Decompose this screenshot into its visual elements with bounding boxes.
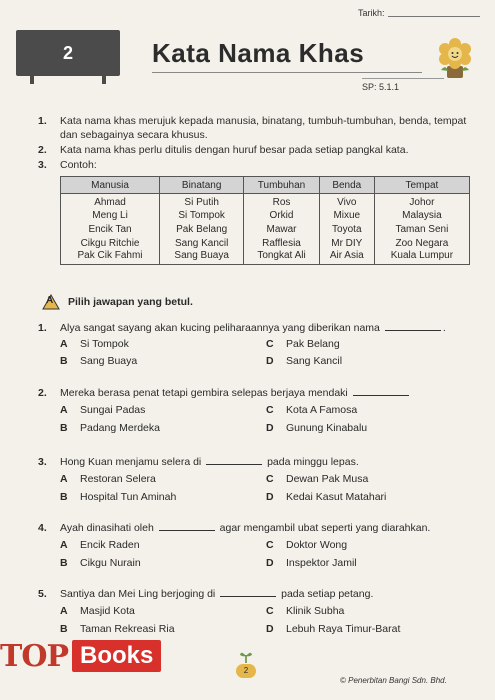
answer-blank[interactable] bbox=[385, 322, 441, 331]
option-a[interactable]: A Masjid Kota bbox=[60, 605, 135, 617]
rule-text: Kata nama khas perlu ditulis dengan huruf besar pada setiap pangkal kata. bbox=[60, 144, 409, 156]
option-text: Sang Buaya bbox=[80, 355, 138, 367]
sp-code: SP: 5.1.1 bbox=[362, 78, 444, 94]
table-cell: Malaysia bbox=[374, 208, 469, 222]
option-text: Sungai Padas bbox=[80, 404, 146, 416]
table-cell: Cikgu Ritchie bbox=[61, 236, 160, 250]
table-cell: Air Asia bbox=[319, 250, 374, 265]
badge-leg-left bbox=[30, 76, 34, 84]
table-cell: Pak Belang bbox=[160, 222, 244, 236]
table-row bbox=[61, 222, 470, 236]
table-cell: Encik Tan bbox=[61, 222, 160, 236]
option-text: Cikgu Nurain bbox=[80, 557, 141, 569]
question-tail: . bbox=[442, 322, 446, 334]
option-text: Hospital Tun Aminah bbox=[80, 491, 177, 503]
table-cell: Vivo bbox=[319, 194, 374, 209]
option-b[interactable]: B Padang Merdeka bbox=[60, 422, 160, 434]
table-cell: Tongkat Ali bbox=[244, 250, 320, 265]
option-b[interactable]: B Sang Buaya bbox=[60, 355, 138, 367]
table-cell: Si Putih bbox=[160, 194, 244, 209]
table-cell: Pak Cik Fahmi bbox=[61, 250, 160, 265]
page-title: Kata Nama Khas bbox=[152, 38, 365, 68]
rule-text: Contoh: bbox=[60, 159, 97, 171]
question-tail: agar mengambil ubat seperti yang diarahkan. bbox=[219, 522, 431, 534]
question-stem: Hong Kuan menjamu selera di bbox=[60, 456, 202, 468]
option-text: Doktor Wong bbox=[286, 539, 348, 551]
question-text bbox=[60, 387, 411, 399]
question-stem: Santiya dan Mei Ling berjoging di bbox=[60, 588, 216, 600]
option-text: Encik Raden bbox=[80, 539, 140, 551]
table-cell: Meng Li bbox=[61, 208, 160, 222]
option-text: Taman Rekreasi Ria bbox=[80, 623, 175, 635]
table-cell: Toyota bbox=[319, 222, 374, 236]
option-a[interactable]: A Restoran Selera bbox=[60, 473, 156, 485]
option-a[interactable]: A Si Tompok bbox=[60, 338, 129, 350]
plant-icon bbox=[238, 648, 254, 664]
table-header: Benda bbox=[319, 177, 374, 194]
table-row bbox=[61, 208, 470, 222]
table-cell: Mr DIY bbox=[319, 236, 374, 250]
table-cell: Si Tompok bbox=[160, 208, 244, 222]
question-stem: Mereka berasa penat tetapi gembira selepas berjaya mendaki bbox=[60, 387, 348, 399]
rule-number: 1. bbox=[38, 115, 47, 127]
table-cell: Rafflesia bbox=[244, 236, 320, 250]
option-text: Kedai Kasut Matahari bbox=[286, 491, 387, 503]
logo-top-text: TOP bbox=[0, 638, 69, 674]
question-number: 4. bbox=[38, 522, 47, 534]
question-number: 3. bbox=[38, 456, 47, 468]
option-text: Pak Belang bbox=[286, 338, 340, 350]
option-c[interactable]: C Pak Belang bbox=[266, 338, 340, 350]
section-tag bbox=[42, 294, 60, 310]
option-text: Dewan Pak Musa bbox=[286, 473, 369, 485]
option-text: Masjid Kota bbox=[80, 605, 135, 617]
option-a[interactable]: A Encik Raden bbox=[60, 539, 140, 551]
answer-blank[interactable] bbox=[159, 522, 215, 531]
option-a[interactable]: A Sungai Padas bbox=[60, 404, 146, 416]
chapter-badge bbox=[16, 30, 120, 76]
option-c[interactable]: C Klinik Subha bbox=[266, 605, 345, 617]
flower-icon bbox=[434, 36, 476, 80]
table-cell: Orkid bbox=[244, 208, 320, 222]
example-table bbox=[60, 176, 470, 265]
answer-blank[interactable] bbox=[206, 456, 262, 465]
option-d[interactable]: D Lebuh Raya Timur-Barat bbox=[266, 623, 401, 635]
rule-number: 3. bbox=[38, 159, 47, 171]
option-c[interactable]: C Doktor Wong bbox=[266, 539, 348, 551]
option-text: Inspektor Jamil bbox=[286, 557, 357, 569]
title-underline bbox=[152, 72, 422, 73]
question-tail: pada setiap petang. bbox=[281, 588, 374, 600]
question-number: 5. bbox=[38, 588, 47, 600]
table-cell: Ros bbox=[244, 194, 320, 209]
rule-text: Kata nama khas merujuk kepada manusia, binatang, tumbuh-tumbuhan, benda, tempat dan sebagainya secara khusus. bbox=[60, 115, 467, 141]
option-c[interactable]: C Dewan Pak Musa bbox=[266, 473, 369, 485]
option-text: Sang Kancil bbox=[286, 355, 343, 367]
chapter-number: 2 bbox=[62, 42, 73, 63]
option-b[interactable]: B Taman Rekreasi Ria bbox=[60, 623, 175, 635]
table-header: Tempat bbox=[374, 177, 469, 194]
answer-blank[interactable] bbox=[353, 387, 409, 396]
table-cell: Taman Seni bbox=[374, 222, 469, 236]
question-stem: Alya sangat sayang akan kucing peliharaannya yang diberikan nama bbox=[60, 322, 380, 334]
option-b[interactable]: B Cikgu Nurain bbox=[60, 557, 141, 569]
table-cell: Johor bbox=[374, 194, 469, 209]
option-d[interactable]: D Inspektor Jamil bbox=[266, 557, 357, 569]
table-header: Manusia bbox=[61, 177, 160, 194]
table-cell: Ahmad bbox=[61, 194, 160, 209]
question-text bbox=[60, 588, 373, 600]
option-text: Kota A Famosa bbox=[286, 404, 358, 416]
option-b[interactable]: B Hospital Tun Aminah bbox=[60, 491, 177, 503]
option-text: Padang Merdeka bbox=[80, 422, 160, 434]
option-text: Si Tompok bbox=[80, 338, 129, 350]
tarikh-line[interactable] bbox=[388, 16, 480, 17]
table-row bbox=[61, 236, 470, 250]
table-header: Tumbuhan bbox=[244, 177, 320, 194]
table-cell: Mawar bbox=[244, 222, 320, 236]
rule-number: 2. bbox=[38, 144, 47, 156]
option-c[interactable]: C Kota A Famosa bbox=[266, 404, 358, 416]
badge-leg-right bbox=[102, 76, 106, 84]
option-text: Gunung Kinabalu bbox=[286, 422, 368, 434]
table-header: Binatang bbox=[160, 177, 244, 194]
topbooks-logo bbox=[0, 636, 161, 676]
page-number: 2 bbox=[236, 664, 256, 678]
logo-books-text: Books bbox=[72, 640, 161, 672]
question-text bbox=[60, 456, 359, 468]
question-stem: Ayah dinasihati oleh bbox=[60, 522, 154, 534]
section-a-header bbox=[42, 294, 193, 310]
option-d[interactable]: D Kedai Kasut Matahari bbox=[266, 491, 387, 503]
table-cell: Sang Kancil bbox=[160, 236, 244, 250]
question-text bbox=[60, 522, 430, 534]
table-cell: Mixue bbox=[319, 208, 374, 222]
option-text: Klinik Subha bbox=[286, 605, 345, 617]
question-text bbox=[60, 322, 446, 334]
option-text: Lebuh Raya Timur-Barat bbox=[286, 623, 401, 635]
answer-blank[interactable] bbox=[220, 588, 276, 597]
copyright: © Penerbitan Bangi Sdn. Bhd. bbox=[340, 676, 447, 685]
table-row bbox=[61, 194, 470, 209]
option-d[interactable]: D Sang Kancil bbox=[266, 355, 343, 367]
table-cell: Kuala Lumpur bbox=[374, 250, 469, 265]
option-d[interactable]: D Gunung Kinabalu bbox=[266, 422, 368, 434]
question-tail: pada minggu lepas. bbox=[267, 456, 359, 468]
section-letter: A bbox=[46, 295, 54, 306]
question-number: 2. bbox=[38, 387, 47, 399]
section-instruction: Pilih jawapan yang betul. bbox=[68, 296, 193, 308]
tarikh-label: Tarikh: bbox=[358, 8, 385, 18]
table-row bbox=[61, 250, 470, 265]
table-cell: Zoo Negara bbox=[374, 236, 469, 250]
option-text: Restoran Selera bbox=[80, 473, 156, 485]
question-number: 1. bbox=[38, 322, 47, 334]
table-cell: Sang Buaya bbox=[160, 250, 244, 265]
